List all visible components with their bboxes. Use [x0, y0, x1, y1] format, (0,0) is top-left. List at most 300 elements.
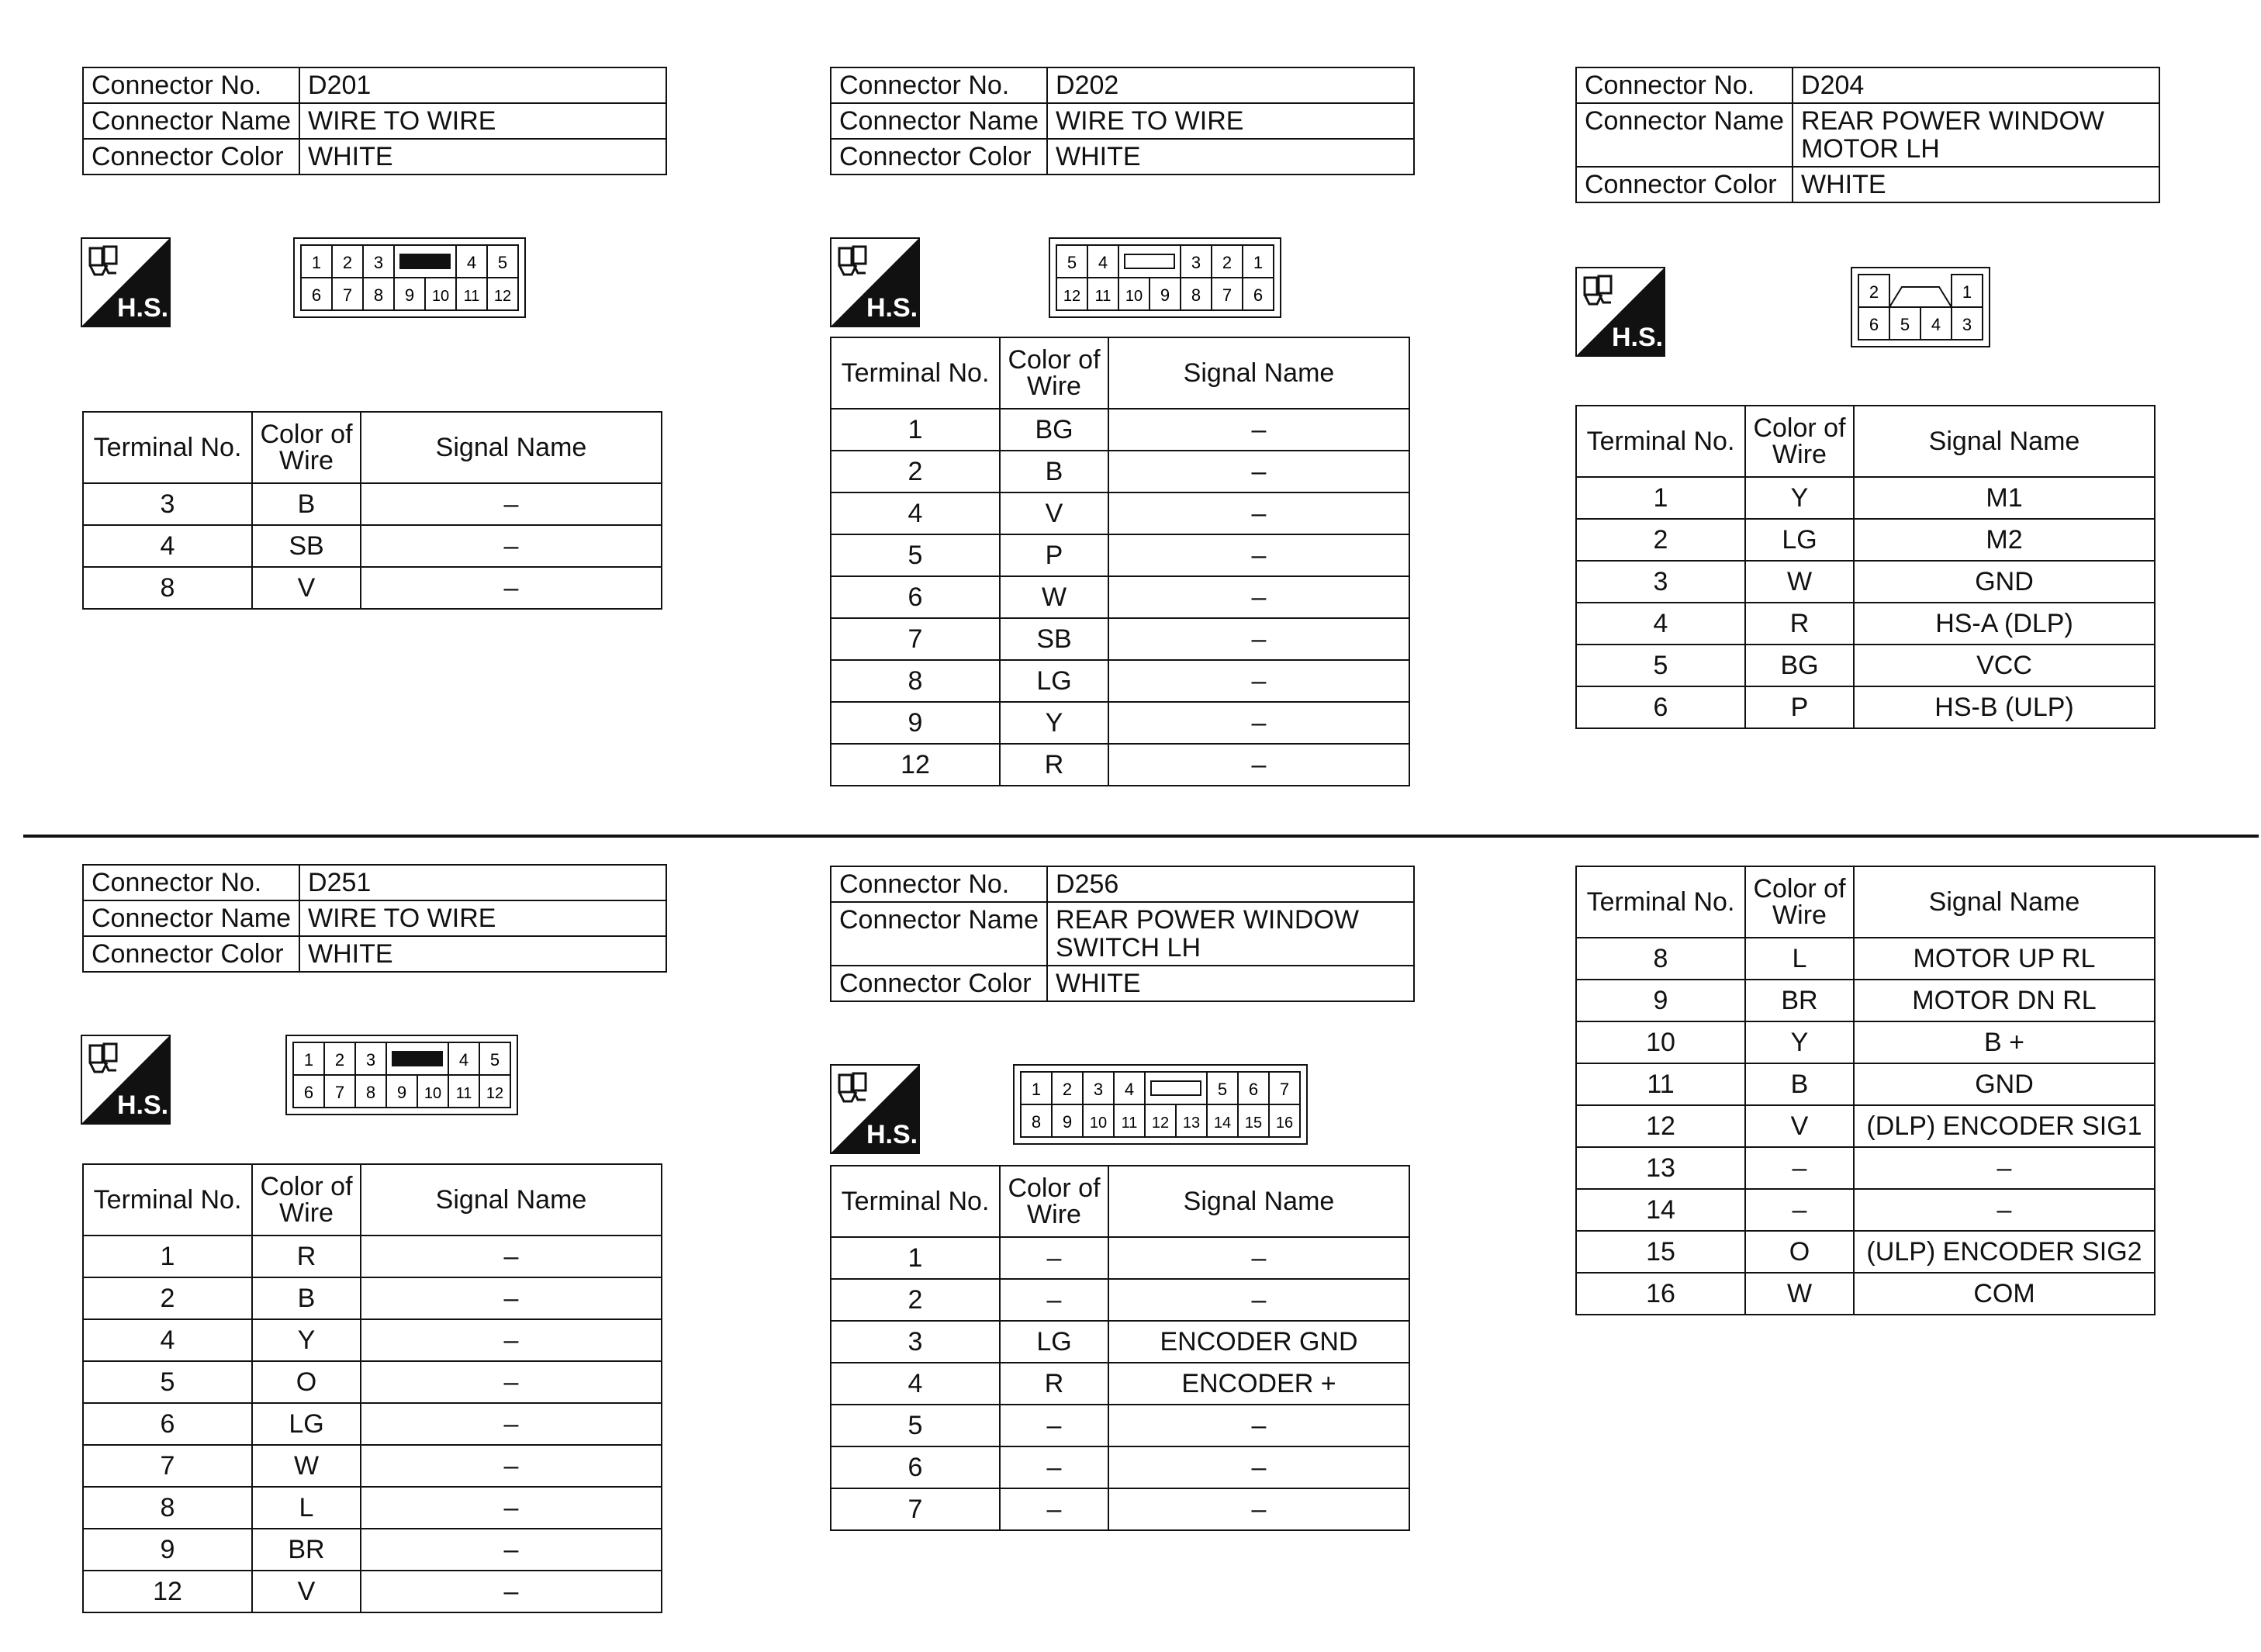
pin-number: 7	[1222, 285, 1232, 305]
pin-number: 12	[493, 288, 512, 305]
terminal-table	[830, 337, 1410, 786]
terminal-no-cell: 4	[831, 492, 1000, 534]
terminal-no-header: Terminal No.	[1576, 866, 1745, 938]
terminal-no-cell: 4	[83, 525, 252, 567]
signal-name-cell: –	[361, 1529, 662, 1571]
connector-name-value: WIRE TO WIRE	[299, 900, 666, 936]
signal-name-cell: M1	[1854, 477, 2155, 519]
connector-color-label: Connector Color	[831, 139, 1047, 175]
terminal-no-header: Terminal No.	[83, 412, 252, 483]
pin-number: 11	[463, 288, 480, 305]
terminal-no-cell: 13	[1576, 1147, 1745, 1189]
wire-color-cell: O	[1745, 1231, 1854, 1273]
connector-name-label: Connector Name	[1576, 103, 1793, 167]
wire-color-cell: Y	[1000, 702, 1108, 744]
terminal-table-continued	[1575, 866, 2156, 1315]
table-row	[831, 1279, 1409, 1321]
signal-name-cell: VCC	[1854, 645, 2155, 686]
connector-no-label: Connector No.	[831, 866, 1047, 902]
table-row	[1576, 1021, 2155, 1063]
table-row	[831, 492, 1409, 534]
pin-number: 5	[497, 253, 508, 272]
signal-name-cell: –	[1108, 618, 1409, 660]
connector-color-label: Connector Color	[1576, 167, 1793, 202]
wire-color-cell: P	[1000, 534, 1108, 576]
table-row	[831, 1321, 1409, 1363]
pin-number: 15	[1244, 1115, 1263, 1132]
connector-color-value: WHITE	[1793, 167, 2159, 202]
wire-color-cell: –	[1745, 1147, 1854, 1189]
terminal-no-cell: 12	[83, 1571, 252, 1612]
color-of-wire-header: Color of Wire	[252, 1164, 361, 1236]
connector-name-value: REAR POWER WINDOW MOTOR LH	[1793, 103, 2159, 167]
terminal-no-cell: 3	[831, 1321, 1000, 1363]
connector-info-table	[830, 67, 1415, 175]
terminal-no-cell: 2	[83, 1277, 252, 1319]
terminal-no-cell: 5	[831, 1405, 1000, 1446]
signal-name-cell: –	[1108, 1488, 1409, 1530]
terminal-no-cell: 11	[1576, 1063, 1745, 1105]
signal-name-cell: B +	[1854, 1021, 2155, 1063]
connector-color-value: WHITE	[1047, 139, 1414, 175]
hs-badge-text: H.S.	[866, 1120, 918, 1149]
table-row	[831, 534, 1409, 576]
connector-info-table	[82, 864, 667, 973]
pin-number: 2	[334, 1050, 345, 1070]
wire-color-cell: –	[1745, 1189, 1854, 1231]
pin-number: 11	[1094, 288, 1111, 305]
terminal-no-cell: 4	[1576, 603, 1745, 645]
wire-color-cell: Y	[1745, 1021, 1854, 1063]
table-row	[831, 409, 1409, 451]
terminal-no-cell: 7	[83, 1445, 252, 1487]
terminal-no-cell: 16	[1576, 1273, 1745, 1315]
signal-name-header: Signal Name	[1108, 1166, 1409, 1237]
harness-side-icon	[81, 237, 171, 327]
wire-color-cell: V	[252, 567, 361, 609]
connector-color-value: WHITE	[299, 936, 666, 972]
wire-color-cell: LG	[1745, 519, 1854, 561]
pin-number: 1	[311, 253, 322, 272]
terminal-no-cell: 2	[831, 1279, 1000, 1321]
table-row	[83, 1403, 662, 1445]
terminal-no-cell: 9	[1576, 980, 1745, 1021]
signal-name-cell: –	[1108, 1446, 1409, 1488]
wire-color-cell: B	[252, 1277, 361, 1319]
table-row	[831, 1488, 1409, 1530]
wire-color-cell: B	[1000, 451, 1108, 492]
signal-name-cell: –	[1108, 1279, 1409, 1321]
pin-number: 9	[1062, 1112, 1073, 1132]
pin-number: 5	[1217, 1080, 1228, 1099]
connector-no-label: Connector No.	[831, 67, 1047, 103]
connector-face-diagram	[1049, 237, 1281, 322]
wire-color-cell: L	[252, 1487, 361, 1529]
table-row	[1576, 645, 2155, 686]
signal-name-cell: –	[361, 1361, 662, 1403]
table-row	[1576, 603, 2155, 645]
terminal-no-cell: 8	[83, 567, 252, 609]
terminal-no-cell: 8	[83, 1487, 252, 1529]
wire-color-cell: BR	[1745, 980, 1854, 1021]
signal-name-cell: –	[1108, 451, 1409, 492]
table-row	[831, 576, 1409, 618]
terminal-no-cell: 4	[831, 1363, 1000, 1405]
terminal-no-cell: 4	[83, 1319, 252, 1361]
terminal-table-header	[1576, 866, 2155, 938]
harness-side-icon	[830, 237, 920, 327]
connector-no-value: D202	[1047, 67, 1414, 103]
signal-name-cell: –	[361, 1445, 662, 1487]
connector-info-table	[1575, 67, 2160, 203]
connector-name-value: REAR POWER WINDOW SWITCH LH	[1047, 902, 1414, 966]
terminal-no-cell: 10	[1576, 1021, 1745, 1063]
terminal-no-cell: 1	[831, 409, 1000, 451]
connector-color-value: WHITE	[299, 139, 666, 175]
connector-info-table	[830, 866, 1415, 1002]
pin-number: 4	[458, 1050, 469, 1070]
pin-number: 3	[1093, 1080, 1104, 1099]
terminal-no-cell: 5	[1576, 645, 1745, 686]
wire-color-cell: Y	[252, 1319, 361, 1361]
pin-number: 8	[1191, 285, 1201, 305]
terminal-no-cell: 12	[1576, 1105, 1745, 1147]
terminal-no-header: Terminal No.	[831, 1166, 1000, 1237]
table-row	[83, 1487, 662, 1529]
hs-badge-text: H.S.	[866, 293, 918, 323]
connector-no-value: D201	[299, 67, 666, 103]
terminal-no-header: Terminal No.	[83, 1164, 252, 1236]
pin-number: 9	[396, 1083, 407, 1102]
connector-key	[1125, 254, 1174, 268]
pin-number: 6	[1248, 1080, 1259, 1099]
pin-number: 12	[1063, 288, 1081, 305]
pin-number: 5	[1067, 253, 1077, 272]
table-row	[83, 567, 662, 609]
color-of-wire-header: Color of Wire	[1745, 406, 1854, 477]
pin-number: 3	[1962, 315, 1972, 334]
terminal-no-header: Terminal No.	[831, 337, 1000, 409]
table-row	[831, 744, 1409, 786]
hs-badge-text: H.S.	[116, 1090, 169, 1120]
pin-number: 2	[1062, 1080, 1073, 1099]
connector-key	[400, 254, 450, 268]
pin-number: 4	[466, 253, 477, 272]
table-row	[831, 618, 1409, 660]
wire-color-cell: W	[252, 1445, 361, 1487]
wire-color-cell: R	[1000, 1363, 1108, 1405]
terminal-no-cell: 6	[831, 1446, 1000, 1488]
pin-number: 7	[334, 1083, 345, 1102]
color-of-wire-header: Color of Wire	[1000, 1166, 1108, 1237]
harness-side-icon	[830, 1064, 920, 1154]
color-of-wire-header: Color of Wire	[1745, 866, 1854, 938]
pin-number: 14	[1213, 1115, 1232, 1132]
table-row	[83, 1445, 662, 1487]
table-row	[831, 1237, 1409, 1279]
signal-name-cell: –	[1108, 409, 1409, 451]
connector-name-label: Connector Name	[83, 103, 299, 139]
terminal-no-cell: 3	[83, 483, 252, 525]
terminal-table-header	[831, 337, 1409, 409]
table-row	[83, 1571, 662, 1612]
hs-badge-text: H.S.	[1611, 323, 1664, 352]
table-row	[831, 451, 1409, 492]
terminal-no-cell: 6	[831, 576, 1000, 618]
wire-color-cell: V	[252, 1571, 361, 1612]
table-row	[1576, 938, 2155, 980]
wire-color-cell: BG	[1000, 409, 1108, 451]
pin-number: 1	[1962, 282, 1972, 302]
terminal-no-cell: 9	[83, 1529, 252, 1571]
table-row	[1576, 1189, 2155, 1231]
pin-number: 10	[424, 1085, 442, 1102]
table-row	[83, 1236, 662, 1277]
wire-color-cell: B	[252, 483, 361, 525]
connector-color-label: Connector Color	[83, 936, 299, 972]
signal-name-cell: –	[361, 567, 662, 609]
table-row	[1576, 980, 2155, 1021]
connector-face-diagram	[285, 1035, 518, 1119]
pin-number: 10	[1089, 1115, 1108, 1132]
color-of-wire-header: Color of Wire	[1000, 337, 1108, 409]
pin-number: 11	[1121, 1115, 1138, 1132]
wire-color-cell: LG	[1000, 1321, 1108, 1363]
wire-color-cell: Y	[1745, 477, 1854, 519]
table-row	[83, 525, 662, 567]
wire-color-cell: R	[1745, 603, 1854, 645]
signal-name-cell: GND	[1854, 1063, 2155, 1105]
signal-name-header: Signal Name	[1854, 866, 2155, 938]
terminal-no-cell: 2	[831, 451, 1000, 492]
pin-number: 6	[1869, 315, 1879, 334]
signal-name-cell: –	[361, 483, 662, 525]
wire-color-cell: SB	[1000, 618, 1108, 660]
connector-info-table	[82, 67, 667, 175]
connector-name-value: WIRE TO WIRE	[299, 103, 666, 139]
terminal-no-cell: 6	[83, 1403, 252, 1445]
terminal-table-header	[831, 1166, 1409, 1237]
wire-color-cell: W	[1745, 561, 1854, 603]
connector-color-label: Connector Color	[831, 966, 1047, 1001]
pin-number: 9	[1160, 285, 1170, 305]
signal-name-cell: –	[361, 1403, 662, 1445]
terminal-no-cell: 1	[831, 1237, 1000, 1279]
wire-color-cell: R	[252, 1236, 361, 1277]
pin-number: 12	[486, 1085, 504, 1102]
terminal-no-cell: 8	[831, 660, 1000, 702]
pin-number: 16	[1275, 1115, 1294, 1132]
signal-name-cell: –	[1108, 744, 1409, 786]
pin-number: 13	[1182, 1115, 1201, 1132]
connector-face-diagram	[293, 237, 526, 322]
table-row	[1576, 477, 2155, 519]
terminal-no-cell: 5	[831, 534, 1000, 576]
terminal-no-cell: 7	[831, 1488, 1000, 1530]
wire-color-cell: P	[1745, 686, 1854, 728]
signal-name-cell: –	[1108, 576, 1409, 618]
connector-face-diagram	[1013, 1064, 1308, 1149]
terminal-table-header	[83, 412, 662, 483]
table-row	[1576, 1063, 2155, 1105]
wire-color-cell: L	[1745, 938, 1854, 980]
signal-name-cell: GND	[1854, 561, 2155, 603]
signal-name-cell: ENCODER +	[1108, 1363, 1409, 1405]
connector-no-label: Connector No.	[83, 67, 299, 103]
table-row	[83, 483, 662, 525]
pin-number: 1	[303, 1050, 314, 1070]
connector-no-label: Connector No.	[1576, 67, 1793, 103]
pin-number: 4	[1931, 315, 1941, 334]
table-row	[83, 1319, 662, 1361]
pin-number: 2	[1869, 282, 1879, 302]
terminal-table-header	[83, 1164, 662, 1236]
signal-name-cell: –	[1108, 492, 1409, 534]
connector-face-diagram	[1851, 267, 1990, 351]
signal-name-cell: –	[361, 525, 662, 567]
harness-side-icon	[81, 1035, 171, 1125]
pin-number: 8	[1031, 1112, 1042, 1132]
connector-name-value: WIRE TO WIRE	[1047, 103, 1414, 139]
table-row	[83, 1529, 662, 1571]
pin-number: 6	[311, 285, 322, 305]
table-row	[831, 660, 1409, 702]
connector-key	[1151, 1081, 1201, 1095]
table-row	[1576, 1147, 2155, 1189]
color-of-wire-header: Color of Wire	[252, 412, 361, 483]
harness-side-icon	[1575, 267, 1665, 357]
terminal-no-cell: 9	[831, 702, 1000, 744]
signal-name-cell: –	[361, 1277, 662, 1319]
pin-number: 4	[1124, 1080, 1135, 1099]
pin-number: 1	[1031, 1080, 1042, 1099]
wire-color-cell: BR	[252, 1529, 361, 1571]
terminal-no-cell: 2	[1576, 519, 1745, 561]
signal-name-header: Signal Name	[361, 1164, 662, 1236]
terminal-no-cell: 14	[1576, 1189, 1745, 1231]
signal-name-cell: –	[1108, 1237, 1409, 1279]
table-row	[1576, 686, 2155, 728]
wire-color-cell: LG	[252, 1403, 361, 1445]
wire-color-cell: V	[1745, 1105, 1854, 1147]
signal-name-cell: –	[1108, 534, 1409, 576]
pin-number: 8	[373, 285, 384, 305]
pin-number: 10	[431, 288, 450, 305]
terminal-no-cell: 12	[831, 744, 1000, 786]
terminal-no-cell: 8	[1576, 938, 1745, 980]
pin-number: 7	[1279, 1080, 1290, 1099]
signal-name-cell: (ULP) ENCODER SIG2	[1854, 1231, 2155, 1273]
wire-color-cell: V	[1000, 492, 1108, 534]
connector-name-label: Connector Name	[831, 902, 1047, 966]
signal-name-header: Signal Name	[361, 412, 662, 483]
table-row	[831, 702, 1409, 744]
wire-color-cell: W	[1000, 576, 1108, 618]
signal-name-cell: ENCODER GND	[1108, 1321, 1409, 1363]
connector-color-label: Connector Color	[83, 139, 299, 175]
connector-name-label: Connector Name	[831, 103, 1047, 139]
signal-name-cell: –	[361, 1319, 662, 1361]
pin-number: 5	[1900, 315, 1910, 334]
signal-name-cell: –	[1854, 1147, 2155, 1189]
table-row	[1576, 561, 2155, 603]
pin-number: 9	[404, 285, 415, 305]
wire-color-cell: –	[1000, 1446, 1108, 1488]
signal-name-cell: COM	[1854, 1273, 2155, 1315]
wire-color-cell: BG	[1745, 645, 1854, 686]
pin-number: 12	[1151, 1115, 1170, 1132]
connector-key	[392, 1052, 442, 1066]
connector-no-value: D256	[1047, 866, 1414, 902]
wire-color-cell: –	[1000, 1405, 1108, 1446]
table-row	[831, 1363, 1409, 1405]
signal-name-cell: –	[1108, 1405, 1409, 1446]
signal-name-header: Signal Name	[1108, 337, 1409, 409]
signal-name-header: Signal Name	[1854, 406, 2155, 477]
terminal-table	[1575, 405, 2156, 729]
pin-number: 10	[1125, 288, 1143, 305]
signal-name-cell: –	[1854, 1189, 2155, 1231]
wire-color-cell: O	[252, 1361, 361, 1403]
table-row	[1576, 1231, 2155, 1273]
pin-number: 3	[365, 1050, 376, 1070]
wire-color-cell: LG	[1000, 660, 1108, 702]
terminal-no-cell: 1	[83, 1236, 252, 1277]
table-row	[831, 1446, 1409, 1488]
wire-color-cell: W	[1745, 1273, 1854, 1315]
pin-number: 8	[365, 1083, 376, 1102]
signal-name-cell: MOTOR DN RL	[1854, 980, 2155, 1021]
table-row	[831, 1405, 1409, 1446]
pin-number: 6	[303, 1083, 314, 1102]
terminal-no-cell: 7	[831, 618, 1000, 660]
wire-color-cell: –	[1000, 1488, 1108, 1530]
pin-number: 5	[489, 1050, 500, 1070]
terminal-no-cell: 3	[1576, 561, 1745, 603]
connector-no-value: D251	[299, 865, 666, 900]
table-row	[1576, 1273, 2155, 1315]
signal-name-cell: MOTOR UP RL	[1854, 938, 2155, 980]
pin-number: 7	[342, 285, 353, 305]
terminal-no-cell: 6	[1576, 686, 1745, 728]
signal-name-cell: M2	[1854, 519, 2155, 561]
table-row	[1576, 1105, 2155, 1147]
pin-number: 2	[1222, 253, 1232, 272]
pin-number: 11	[455, 1085, 472, 1102]
wire-color-cell: SB	[252, 525, 361, 567]
signal-name-cell: HS-B (ULP)	[1854, 686, 2155, 728]
terminal-no-cell: 15	[1576, 1231, 1745, 1273]
terminal-table	[82, 1163, 662, 1613]
pin-number: 4	[1098, 253, 1108, 272]
wire-color-cell: B	[1745, 1063, 1854, 1105]
table-row	[83, 1361, 662, 1403]
section-divider	[23, 835, 2259, 838]
signal-name-cell: –	[1108, 660, 1409, 702]
connector-color-value: WHITE	[1047, 966, 1414, 1001]
table-row	[1576, 519, 2155, 561]
signal-name-cell: HS-A (DLP)	[1854, 603, 2155, 645]
signal-name-cell: –	[361, 1571, 662, 1612]
pin-number: 1	[1253, 253, 1264, 272]
connector-no-label: Connector No.	[83, 865, 299, 900]
signal-name-cell: –	[361, 1487, 662, 1529]
pin-number: 3	[1191, 253, 1201, 272]
pin-number: 6	[1253, 285, 1264, 305]
connector-no-value: D204	[1793, 67, 2159, 103]
signal-name-cell: –	[361, 1236, 662, 1277]
wire-color-cell: R	[1000, 744, 1108, 786]
